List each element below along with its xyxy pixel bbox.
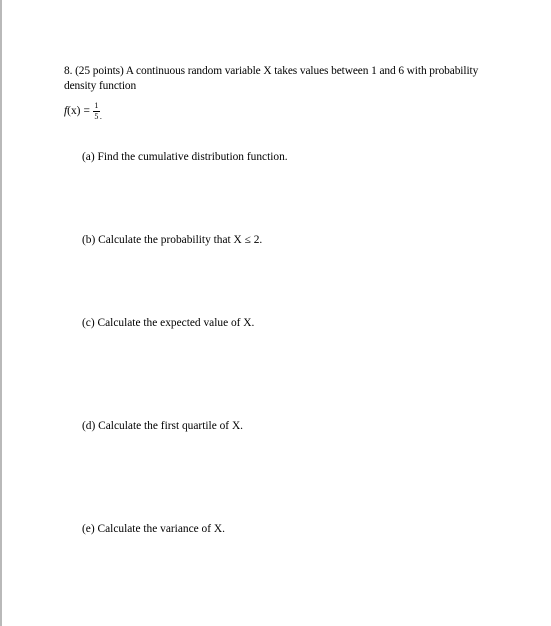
question-part-c xyxy=(82,316,254,330)
part-text: Calculate the probability that X ≤ 2. xyxy=(98,234,263,246)
fraction-denominator: 5 xyxy=(94,111,99,121)
function-name: f xyxy=(64,105,68,117)
question-part-d xyxy=(82,419,243,433)
equals-sign: = xyxy=(83,105,90,117)
question-part-b xyxy=(82,233,262,247)
density-function-formula xyxy=(64,99,102,123)
question-part-a xyxy=(82,150,288,164)
function-argument: (x) xyxy=(67,105,81,117)
formula-period: . xyxy=(99,111,102,121)
part-label: (d) xyxy=(82,420,96,432)
part-label: (b) xyxy=(82,234,96,246)
part-text: Calculate the expected value of X. xyxy=(97,317,255,329)
part-label: (e) xyxy=(82,523,95,535)
part-label: (a) xyxy=(82,151,95,163)
part-label: (c) xyxy=(82,317,95,329)
part-text: Find the cumulative distribution function. xyxy=(97,151,288,163)
part-text: Calculate the variance of X. xyxy=(97,523,225,535)
question-part-e xyxy=(82,522,225,536)
part-text: Calculate the first quartile of X. xyxy=(98,420,244,432)
page-left-border xyxy=(0,0,2,626)
fraction xyxy=(93,102,100,121)
fraction-numerator: 1 xyxy=(94,100,99,110)
problem-statement: 8. (25 points) A continuous random variable X takes values between 1 and 6 with probability density function xyxy=(64,65,479,92)
